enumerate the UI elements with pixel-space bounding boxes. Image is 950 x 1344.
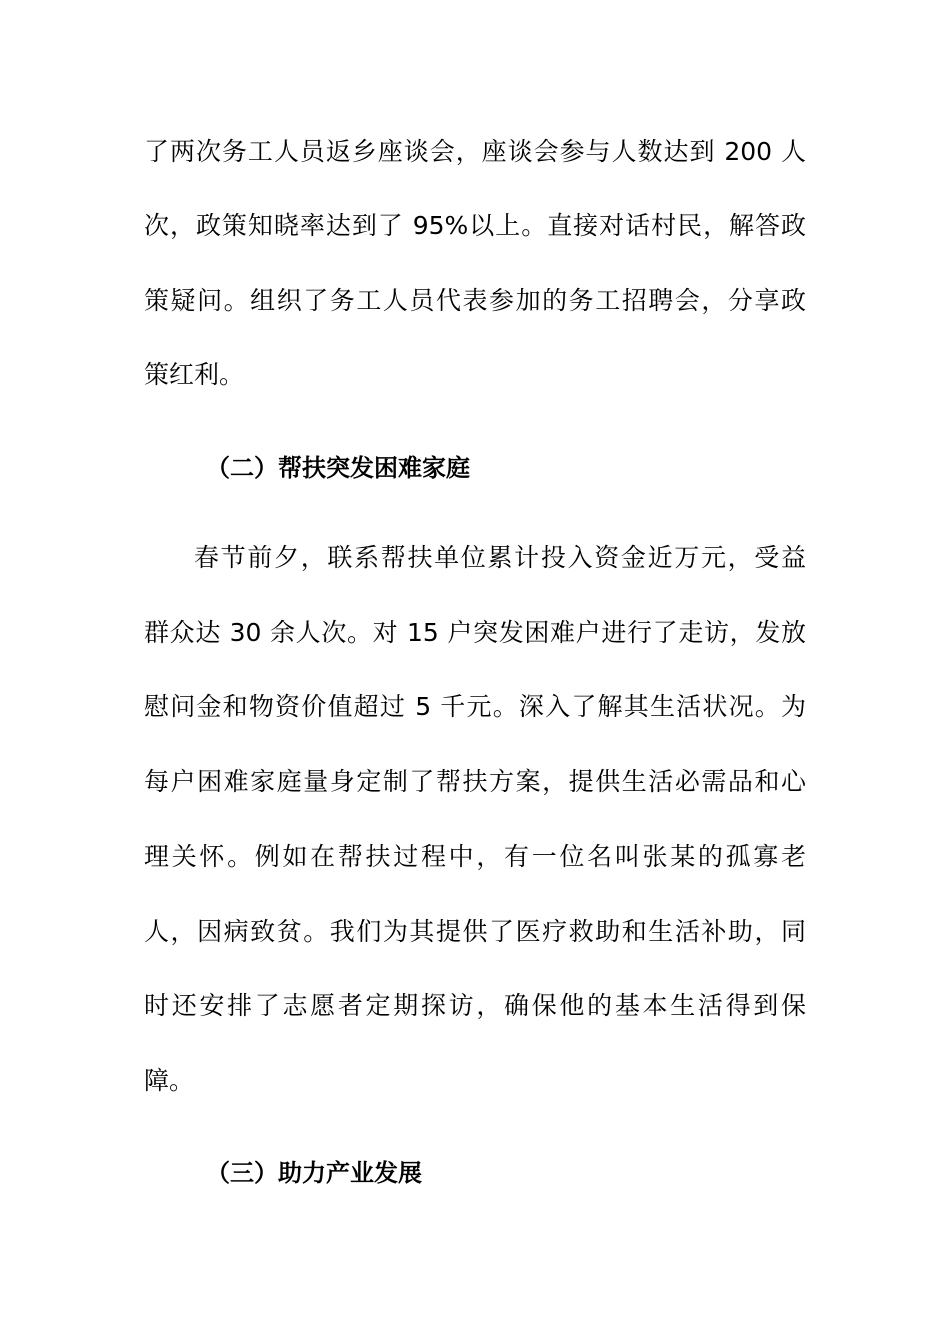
paragraph-2-line-5: 理关怀。例如在帮扶过程中，有一位名叫张某的孤寡老 <box>144 842 806 871</box>
paragraph-1-line-3: 策疑问。组织了务工人员代表参加的务工招聘会，分享政 <box>144 286 806 315</box>
paragraph-2-line-4: 每户困难家庭量身定制了帮扶方案，提供生活必需品和心 <box>144 767 806 796</box>
section-heading-3: （三）助力产业发展 <box>206 1159 422 1187</box>
paragraph-1-line-2: 次，政策知晓率达到了 95%以上。直接对话村民，解答政 <box>144 211 806 240</box>
paragraph-1-line-1: 了两次务工人员返乡座谈会，座谈会参与人数达到 200 人 <box>144 137 806 166</box>
paragraph-2-line-8: 障。 <box>144 1066 195 1095</box>
paragraph-2-line-2: 群众达 30 余人次。对 15 户突发困难户进行了走访，发放 <box>144 618 806 647</box>
paragraph-2-line-7: 时还安排了志愿者定期探访，确保他的基本生活得到保 <box>144 991 806 1020</box>
section-heading-2: （二）帮扶突发困难家庭 <box>206 454 470 482</box>
paragraph-2-line-3: 慰问金和物资价值超过 5 千元。深入了解其生活状况。为 <box>144 692 806 721</box>
paragraph-2-line-1: 春节前夕，联系帮扶单位累计投入资金近万元，受益 <box>194 543 806 572</box>
paragraph-1-line-4: 策红利。 <box>144 360 245 389</box>
paragraph-2-line-6: 人，因病致贫。我们为其提供了医疗救助和生活补助，同 <box>144 917 806 946</box>
